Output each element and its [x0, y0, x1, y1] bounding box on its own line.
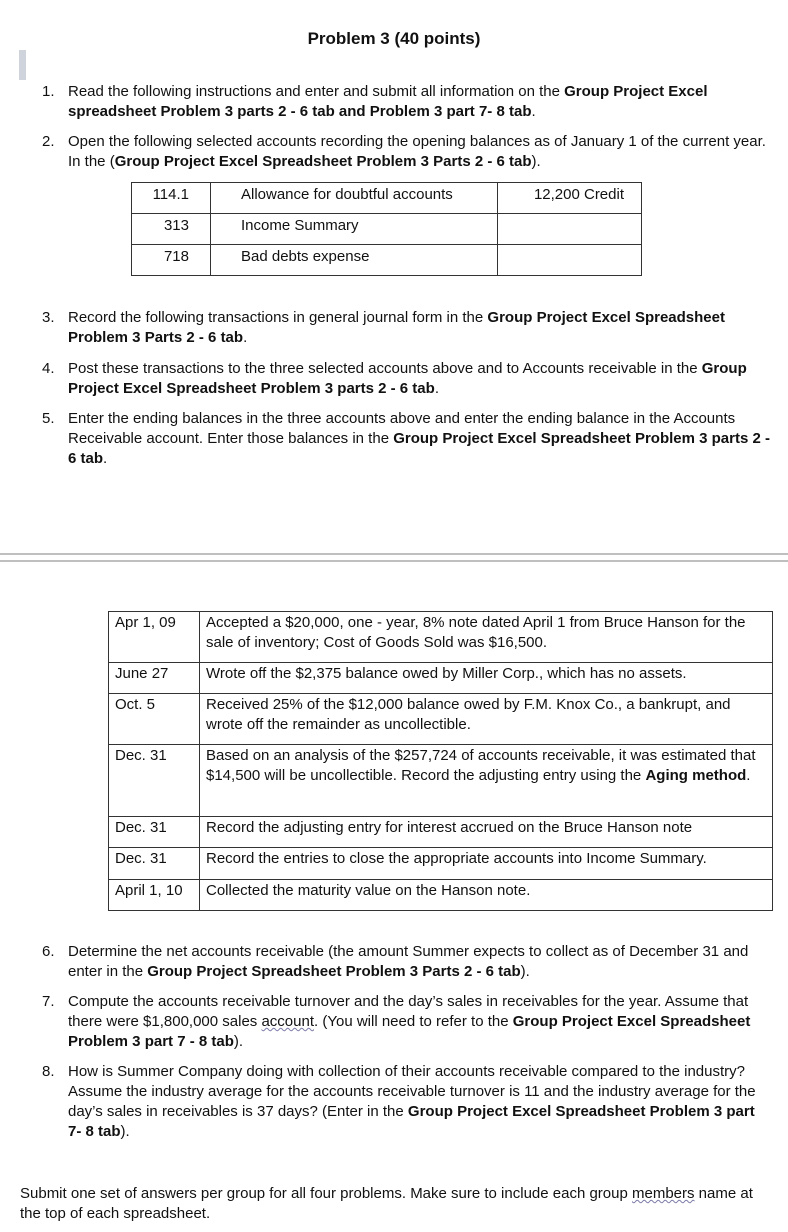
footer-text-end: name at the top of each spreadsheet.	[20, 1185, 753, 1222]
transaction-text	[200, 880, 773, 911]
submission-note	[20, 1184, 770, 1224]
footer-text: Submit one set of answers per group for all four problems. Make sure to include each group	[20, 1185, 632, 1202]
item-text-end: ).	[120, 1123, 130, 1140]
text-cursor	[19, 50, 26, 80]
transactions-table	[108, 611, 773, 911]
table-row	[109, 745, 773, 817]
transaction-date: Dec. 31	[109, 817, 200, 848]
account-name: Allowance for doubtful accounts	[211, 183, 498, 214]
table-row	[109, 663, 773, 694]
item-number: 4.	[42, 360, 55, 377]
item-bold-text: Group Project Excel spreadsheet Problem 3 parts 2 - 6 tab and Problem 3 part 7- 8 tab	[68, 83, 708, 120]
transaction-description: Received 25% of the $12,000 balance owed by F.M. Knox Co., a bankrupt, and wrote off the remainder as uncollectible.	[206, 696, 731, 733]
item-bold-text: Group Project Spreadsheet Problem 3 Parts 2 - 6 tab	[147, 963, 521, 980]
item-text: Enter the ending balances in the three accounts above and enter the ending balance in the Accounts Receivable account. Enter those balances in the	[68, 410, 736, 447]
item-text-end: .	[103, 450, 108, 467]
item-bold-text: Group Project Excel Spreadsheet Problem 3 part 7 - 8 tab	[68, 1013, 751, 1050]
instruction-6	[42, 942, 772, 982]
transaction-description: Wrote off the $2,375 balance owed by Miller Corp., which has no assets.	[206, 665, 687, 682]
instruction-8	[42, 1062, 772, 1142]
item-number: 2.	[42, 133, 55, 150]
table-row	[109, 848, 773, 880]
transaction-description: Record the entries to close the appropriate accounts into Income Summary.	[206, 850, 707, 867]
page-divider	[0, 560, 788, 562]
instruction-1	[42, 82, 772, 122]
page-title: Problem 3 (40 points)	[307, 29, 481, 48]
account-name: Income Summary	[211, 214, 498, 245]
item-text: Record the following transactions in general journal form in the	[68, 309, 488, 326]
instruction-3	[42, 308, 772, 348]
account-number: 114.1	[132, 183, 211, 214]
transaction-description: Accepted a $20,000, one - year, 8% note dated April 1 from Bruce Hanson for the sale of inventory; Cost of Goods Sold was $16,500.	[206, 614, 746, 651]
account-balance	[498, 214, 642, 245]
transaction-bold-text: Aging method	[645, 767, 747, 784]
transaction-description: Record the adjusting entry for interest accrued on the Bruce Hanson note	[206, 819, 693, 836]
transaction-date: Oct. 5	[109, 694, 200, 745]
item-number: 5.	[42, 410, 55, 427]
table-row	[132, 214, 642, 245]
item-text-end: .	[531, 103, 536, 120]
spellcheck-underlined-word: members	[632, 1185, 695, 1202]
item-bold-text: Group Project Excel Spreadsheet Problem 3 part 7- 8 tab	[68, 1103, 755, 1140]
account-balance	[498, 245, 642, 276]
item-number: 3.	[42, 309, 55, 326]
account-number: 313	[132, 214, 211, 245]
transaction-text	[200, 817, 773, 848]
item-text-end: .	[434, 380, 439, 397]
instruction-2	[42, 132, 772, 172]
transaction-text	[200, 694, 773, 745]
table-row	[109, 612, 773, 663]
transaction-date: Dec. 31	[109, 745, 200, 817]
item-bold-text: Group Project Excel Spreadsheet Problem 3 parts 2 - 6 tab	[68, 430, 770, 467]
transaction-date: June 27	[109, 663, 200, 694]
account-balance: 12,200 Credit	[498, 183, 642, 214]
accounts-table	[131, 182, 642, 276]
item-text: Determine the net accounts receivable (the amount Summer expects to collect as of December 31 and enter in the	[68, 943, 749, 980]
transaction-text-end: .	[746, 767, 751, 784]
transaction-description: Based on an analysis of the $257,724 of accounts receivable, it was estimated that $14,500 will be uncollectible. Record the adjusting entry using the	[206, 747, 756, 784]
account-name: Bad debts expense	[211, 245, 498, 276]
instruction-7	[42, 992, 772, 1052]
item-number: 7.	[42, 993, 55, 1010]
item-text-end: .	[243, 329, 248, 346]
instruction-4	[42, 359, 772, 399]
table-row	[109, 694, 773, 745]
item-bold-text: Group Project Excel Spreadsheet Problem 3 Parts 2 - 6 tab	[114, 153, 532, 170]
item-text: Read the following instructions and enter and submit all information on the	[68, 83, 565, 100]
item-text: Compute the accounts receivable turnover and the day’s sales in receivables for the year. Assume that there were $1,800,000 sales	[68, 993, 749, 1030]
item-text-end: ).	[531, 153, 541, 170]
item-text: Open the following selected accounts recording the opening balances as of January 1 of the current year. In the (	[68, 133, 766, 170]
item-bold-text: Group Project Excel Spreadsheet Problem 3 Parts 2 - 6 tab	[68, 309, 725, 346]
table-row	[132, 183, 642, 214]
item-bold-text: Group Project Excel Spreadsheet Problem 3 parts 2 - 6 tab	[68, 360, 747, 397]
item-text-end: ).	[520, 963, 530, 980]
table-row	[109, 817, 773, 848]
transaction-date: Dec. 31	[109, 848, 200, 880]
table-row	[109, 880, 773, 911]
transaction-date: April 1, 10	[109, 880, 200, 911]
item-text: . (You will need to refer to the	[314, 1013, 513, 1030]
page-divider	[0, 553, 788, 555]
spellcheck-underlined-word: account	[261, 1013, 315, 1030]
item-number: 1.	[42, 83, 55, 100]
table-row	[132, 245, 642, 276]
transaction-description: Collected the maturity value on the Hanson note.	[206, 882, 531, 899]
item-text: How is Summer Company doing with collection of their accounts receivable compared to the industry? Assume the industry average for the accounts receivable turnover is 11 and the industry average for the day’s sales in receivables is 37 days? (Enter in the	[68, 1063, 756, 1120]
item-number: 8.	[42, 1063, 55, 1080]
item-text-end: ).	[233, 1033, 244, 1050]
account-number: 718	[132, 245, 211, 276]
transaction-text	[200, 663, 773, 694]
instruction-5	[42, 409, 772, 469]
transaction-text	[200, 745, 773, 817]
transaction-text	[200, 612, 773, 663]
item-text: Post these transactions to the three selected accounts above and to Accounts receivable in the	[68, 360, 702, 377]
transaction-date: Apr 1, 09	[109, 612, 200, 663]
item-number: 6.	[42, 943, 55, 960]
transaction-text	[200, 848, 773, 880]
